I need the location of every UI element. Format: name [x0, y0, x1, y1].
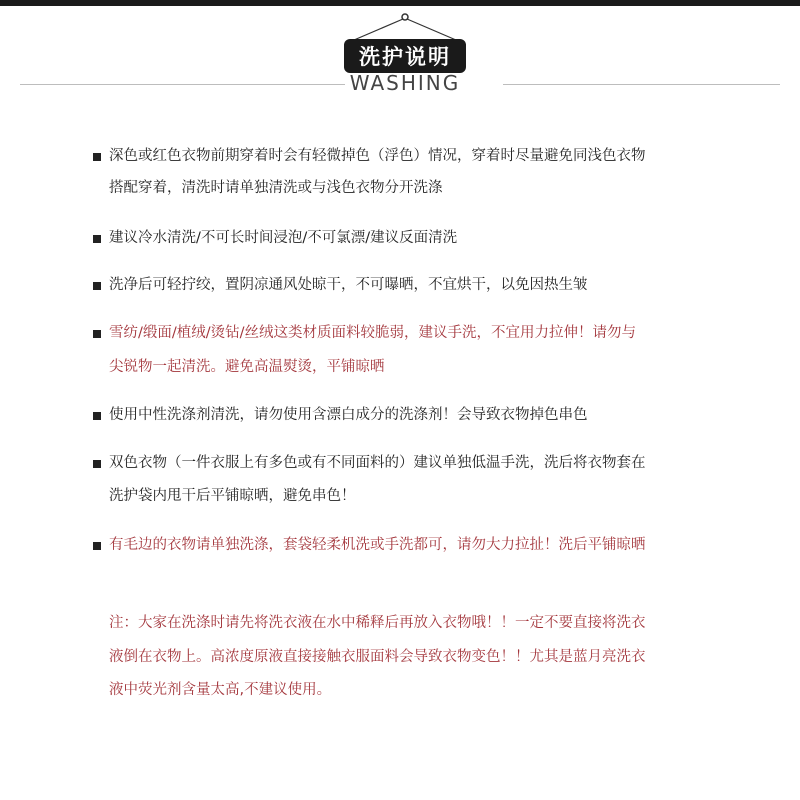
care-item-line: 有毛边的衣物请单独洗涤，套袋轻柔机洗或手洗都可，请勿大力拉扯！洗后平铺晾晒 [109, 537, 646, 553]
note-line: 液倒在衣物上。高浓度原液直接接触衣服面料会导致衣物变色！！尤其是蓝月亮洗衣 [109, 649, 646, 665]
care-item-line: 搭配穿着，清洗时请单独清洗或与浅色衣物分开洗涤 [109, 180, 443, 196]
page-title: 洗护说明 [344, 39, 466, 73]
square-bullet-icon [93, 282, 101, 290]
care-item-line: 使用中性洗涤剂清洗，请勿使用含漂白成分的洗涤剂！会导致衣物掉色串色 [109, 407, 588, 423]
note-line: 液中荧光剂含量太高,不建议使用。 [109, 682, 332, 698]
page-subtitle: WASHING [349, 71, 461, 95]
square-bullet-icon [93, 330, 101, 338]
square-bullet-icon [93, 460, 101, 468]
care-item-line: 建议冷水清洗/不可长时间浸泡/不可氯漂/建议反面清洗 [109, 230, 458, 246]
square-bullet-icon [93, 153, 101, 161]
care-item-line: 洗净后可轻拧绞，置阴凉通风处晾干，不可曝晒，不宜烘干，以免因热生皱 [109, 277, 588, 293]
divider-left [20, 84, 345, 85]
care-item-line: 雪纺/缎面/植绒/烫钻/丝绒这类材质面料较脆弱，建议手洗，不宜用力拉伸！请勿与 [109, 325, 637, 341]
care-item-line: 尖锐物一起清洗。避免高温熨烫，平铺晾晒 [109, 359, 385, 375]
top-border [0, 0, 800, 6]
care-item-line: 双色衣物（一件衣服上有多色或有不同面料的）建议单独低温手洗，洗后将衣物套在 [109, 455, 646, 471]
square-bullet-icon [93, 542, 101, 550]
square-bullet-icon [93, 235, 101, 243]
note-line: 注：大家在洗涤时请先将洗衣液在水中稀释后再放入衣物哦！！一定不要直接将洗衣 [109, 615, 646, 631]
divider-right [503, 84, 780, 85]
square-bullet-icon [93, 412, 101, 420]
care-item-line: 洗护袋内甩干后平铺晾晒，避免串色！ [109, 488, 356, 504]
care-item-line: 深色或红色衣物前期穿着时会有轻微掉色（浮色）情况，穿着时尽量避免同浅色衣物 [109, 148, 646, 164]
